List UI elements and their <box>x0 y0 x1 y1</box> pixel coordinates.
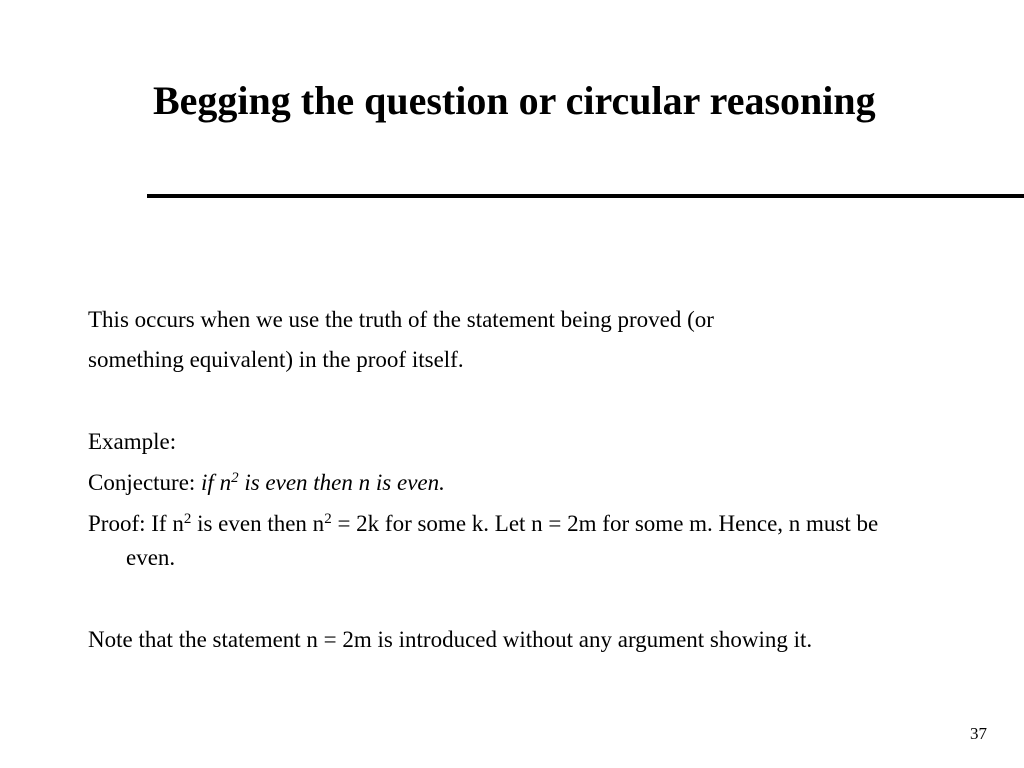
proof-superscript-2: 2 <box>324 511 332 527</box>
intro-line-2: something equivalent) in the proof itself. <box>88 347 464 372</box>
conjecture-text-1: if n <box>201 470 232 495</box>
proof-paragraph <box>88 507 926 575</box>
proof-superscript-1: 2 <box>183 511 192 527</box>
example-label: Example: <box>88 429 177 454</box>
title-underline <box>147 194 1024 198</box>
note-paragraph: Note that the statement n = 2m is introduced without any argument showing it. <box>88 627 813 652</box>
conjecture-line <box>88 465 445 501</box>
slide-title: Begging the question or circular reasoning <box>153 78 876 123</box>
conjecture-text-2: is even then n is even. <box>238 470 445 495</box>
conjecture-superscript: 2 <box>231 470 239 486</box>
proof-text-1: Proof: If n <box>88 511 184 536</box>
proof-text-3: = 2k for some k. Let n = 2m for some m. Hence, n must be even. <box>126 511 879 570</box>
proof-text-2: is even then n <box>191 511 325 536</box>
intro-line-1: This occurs when we use the truth of the statement being proved (or <box>88 307 714 332</box>
conjecture-label: Conjecture: <box>88 470 202 495</box>
page-number: 37 <box>970 724 987 743</box>
